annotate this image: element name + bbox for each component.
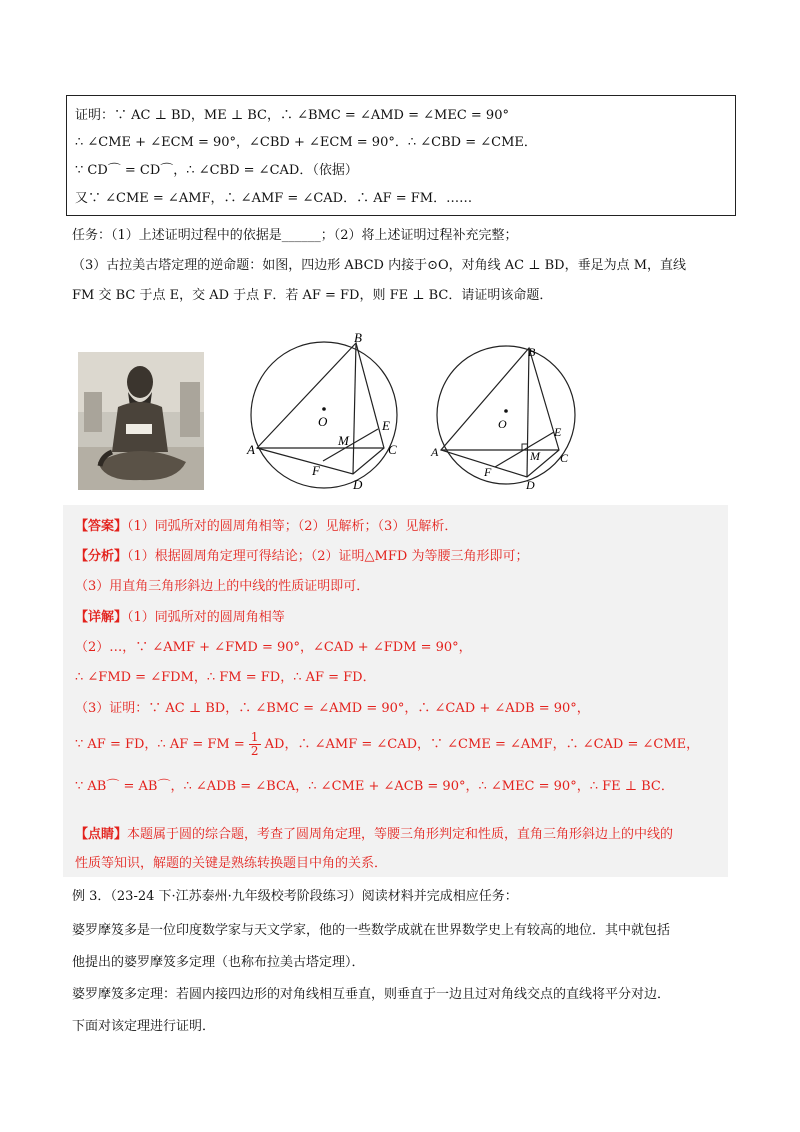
example3-line-5: 下面对该定理进行证明． — [72, 1019, 216, 1034]
label-c: C — [388, 442, 397, 457]
circle-figure-1 — [240, 328, 420, 498]
task-line-1: 任务：（1）上述证明过程中的依据是______；（2）将上述证明过程补充完整； — [72, 228, 518, 243]
answer-tag: 【答案】 — [75, 519, 128, 534]
answer-line — [75, 515, 457, 534]
analysis-text: （1）根据圆周角定理可得结论；（2）证明△MFD 为等腰三角形即可； — [127, 549, 529, 564]
label-f: F — [484, 465, 492, 479]
circle-figure-2 — [428, 336, 588, 496]
proof-line-2: ∴ ∠CME + ∠ECM = 90°，∠CBD + ∠ECM = 90°．∴ ∠CBD = ∠CME． — [75, 135, 537, 150]
analysis-line — [75, 545, 528, 564]
detail-tag: 【详解】 — [75, 610, 128, 625]
label-f: F — [312, 463, 320, 478]
fraction-denominator: 2 — [250, 744, 259, 758]
proof-line-4: 又∵ ∠CME = ∠AMF，∴ ∠AMF = ∠CAD．∴ AF = FM．…… — [75, 191, 473, 206]
label-o: O — [498, 417, 507, 431]
mathematician-portrait-image — [78, 352, 204, 490]
quadrilateral-abcd-1 — [257, 343, 384, 474]
comment-text: 本题属于圆的综合题，考查了圆周角定理，等腰三角形判定和性质，直角三角形斜边上的中线的 — [127, 827, 674, 842]
label-b: B — [528, 345, 536, 359]
fraction-numerator: 1 — [250, 730, 259, 744]
detail-text-1: （1）同弧所对的圆周角相等 — [127, 610, 285, 625]
label-c: C — [560, 451, 569, 465]
label-d: D — [353, 477, 363, 492]
diagonal-bd-2 — [527, 348, 529, 477]
analysis-line-2: （3）用直角三角形斜边上的中线的性质证明即可． — [75, 579, 370, 594]
label-o: O — [318, 414, 328, 429]
fraction-one-half — [249, 731, 261, 758]
proof-line-3: ∵ CD⌒ = CD⌒，∴ ∠CBD = ∠CAD．（依据） — [75, 163, 358, 178]
comment-line — [75, 823, 673, 842]
task-line-3: FM 交 BC 于点 E，交 AD 于点 F．若 AF = FD，则 FE ⊥ BC．请证明该命题． — [72, 288, 553, 303]
comment-line-2: 性质等知识，解题的关键是熟练转换题目中角的关系． — [75, 856, 388, 871]
label-e: E — [554, 425, 562, 439]
comment-tag: 【点睛】 — [75, 827, 128, 842]
detail-line-1 — [75, 606, 285, 625]
detail-line-4: （3）证明：∵ AC ⊥ BD，∴ ∠BMC = ∠AMD = 90°，∴ ∠CAD + ∠ADB = 90°， — [75, 701, 590, 716]
detail-line-6: ∵ AB⌒ = AB⌒，∴ ∠ADB = ∠BCA，∴ ∠CME + ∠ACB = 90°，∴ ∠MEC = 90°，∴ FE ⊥ BC． — [75, 779, 674, 794]
detail-line-3: ∴ ∠FMD = ∠FDM，∴ FM = FD，∴ AF = FD． — [75, 670, 376, 685]
diagonal-bd-1 — [353, 343, 356, 474]
label-b: B — [354, 330, 362, 345]
example3-line-4: 婆罗摩笈多定理：若圆内接四边形的对角线相互垂直，则垂直于一边且过对角线交点的直线将平分对边． — [72, 987, 671, 1002]
label-d: D — [526, 478, 535, 492]
quadrilateral-abcd-2 — [441, 348, 559, 477]
answer-panel — [63, 505, 728, 877]
proof-line-1: 证明：∵ AC ⊥ BD，ME ⊥ BC，∴ ∠BMC = ∠AMD = ∠MEC = 90° — [75, 108, 509, 123]
label-a: A — [247, 442, 255, 457]
analysis-tag: 【分析】 — [75, 549, 128, 564]
label-a: A — [431, 445, 439, 459]
detail-text-5a: ∵ AF = FD，∴ AF = FM = — [75, 737, 245, 752]
example3-line-1: 例 3．（23-24 下·江苏泰州·九年级校考阶段练习）阅读材料并完成相应任务： — [72, 889, 518, 904]
detail-line-2: （2）…，∵ ∠AMF + ∠FMD = 90°，∠CAD + ∠FDM = 90°， — [75, 640, 472, 655]
label-m: M — [338, 433, 349, 448]
example3-line-2: 婆罗摩笈多是一位印度数学家与天文学家，他的一些数学成就在世界数学史上有较高的地位．其中就包括 — [72, 923, 671, 938]
label-e: E — [382, 418, 390, 433]
example3-line-3: 他提出的婆罗摩笈多定理（也称布拉美古塔定理）． — [72, 955, 365, 970]
detail-line-5 — [75, 731, 699, 758]
answer-text: （1）同弧所对的圆周角相等；（2）见解析；（3）见解析． — [127, 519, 458, 534]
line-fe-1 — [323, 429, 378, 461]
detail-text-5b: AD，∴ ∠AMF = ∠CAD，∵ ∠CME = ∠AMF，∴ ∠CAD = ∠CME， — [264, 737, 700, 752]
task-line-2: （3）古拉美古塔定理的逆命题：如图，四边形 ABCD 内接于⊙O，对角线 AC ⊥ BD，垂足为点 M，直线 — [72, 258, 687, 273]
proof-box — [66, 95, 736, 216]
label-m: M — [530, 449, 540, 463]
circle-o-2 — [437, 346, 575, 484]
